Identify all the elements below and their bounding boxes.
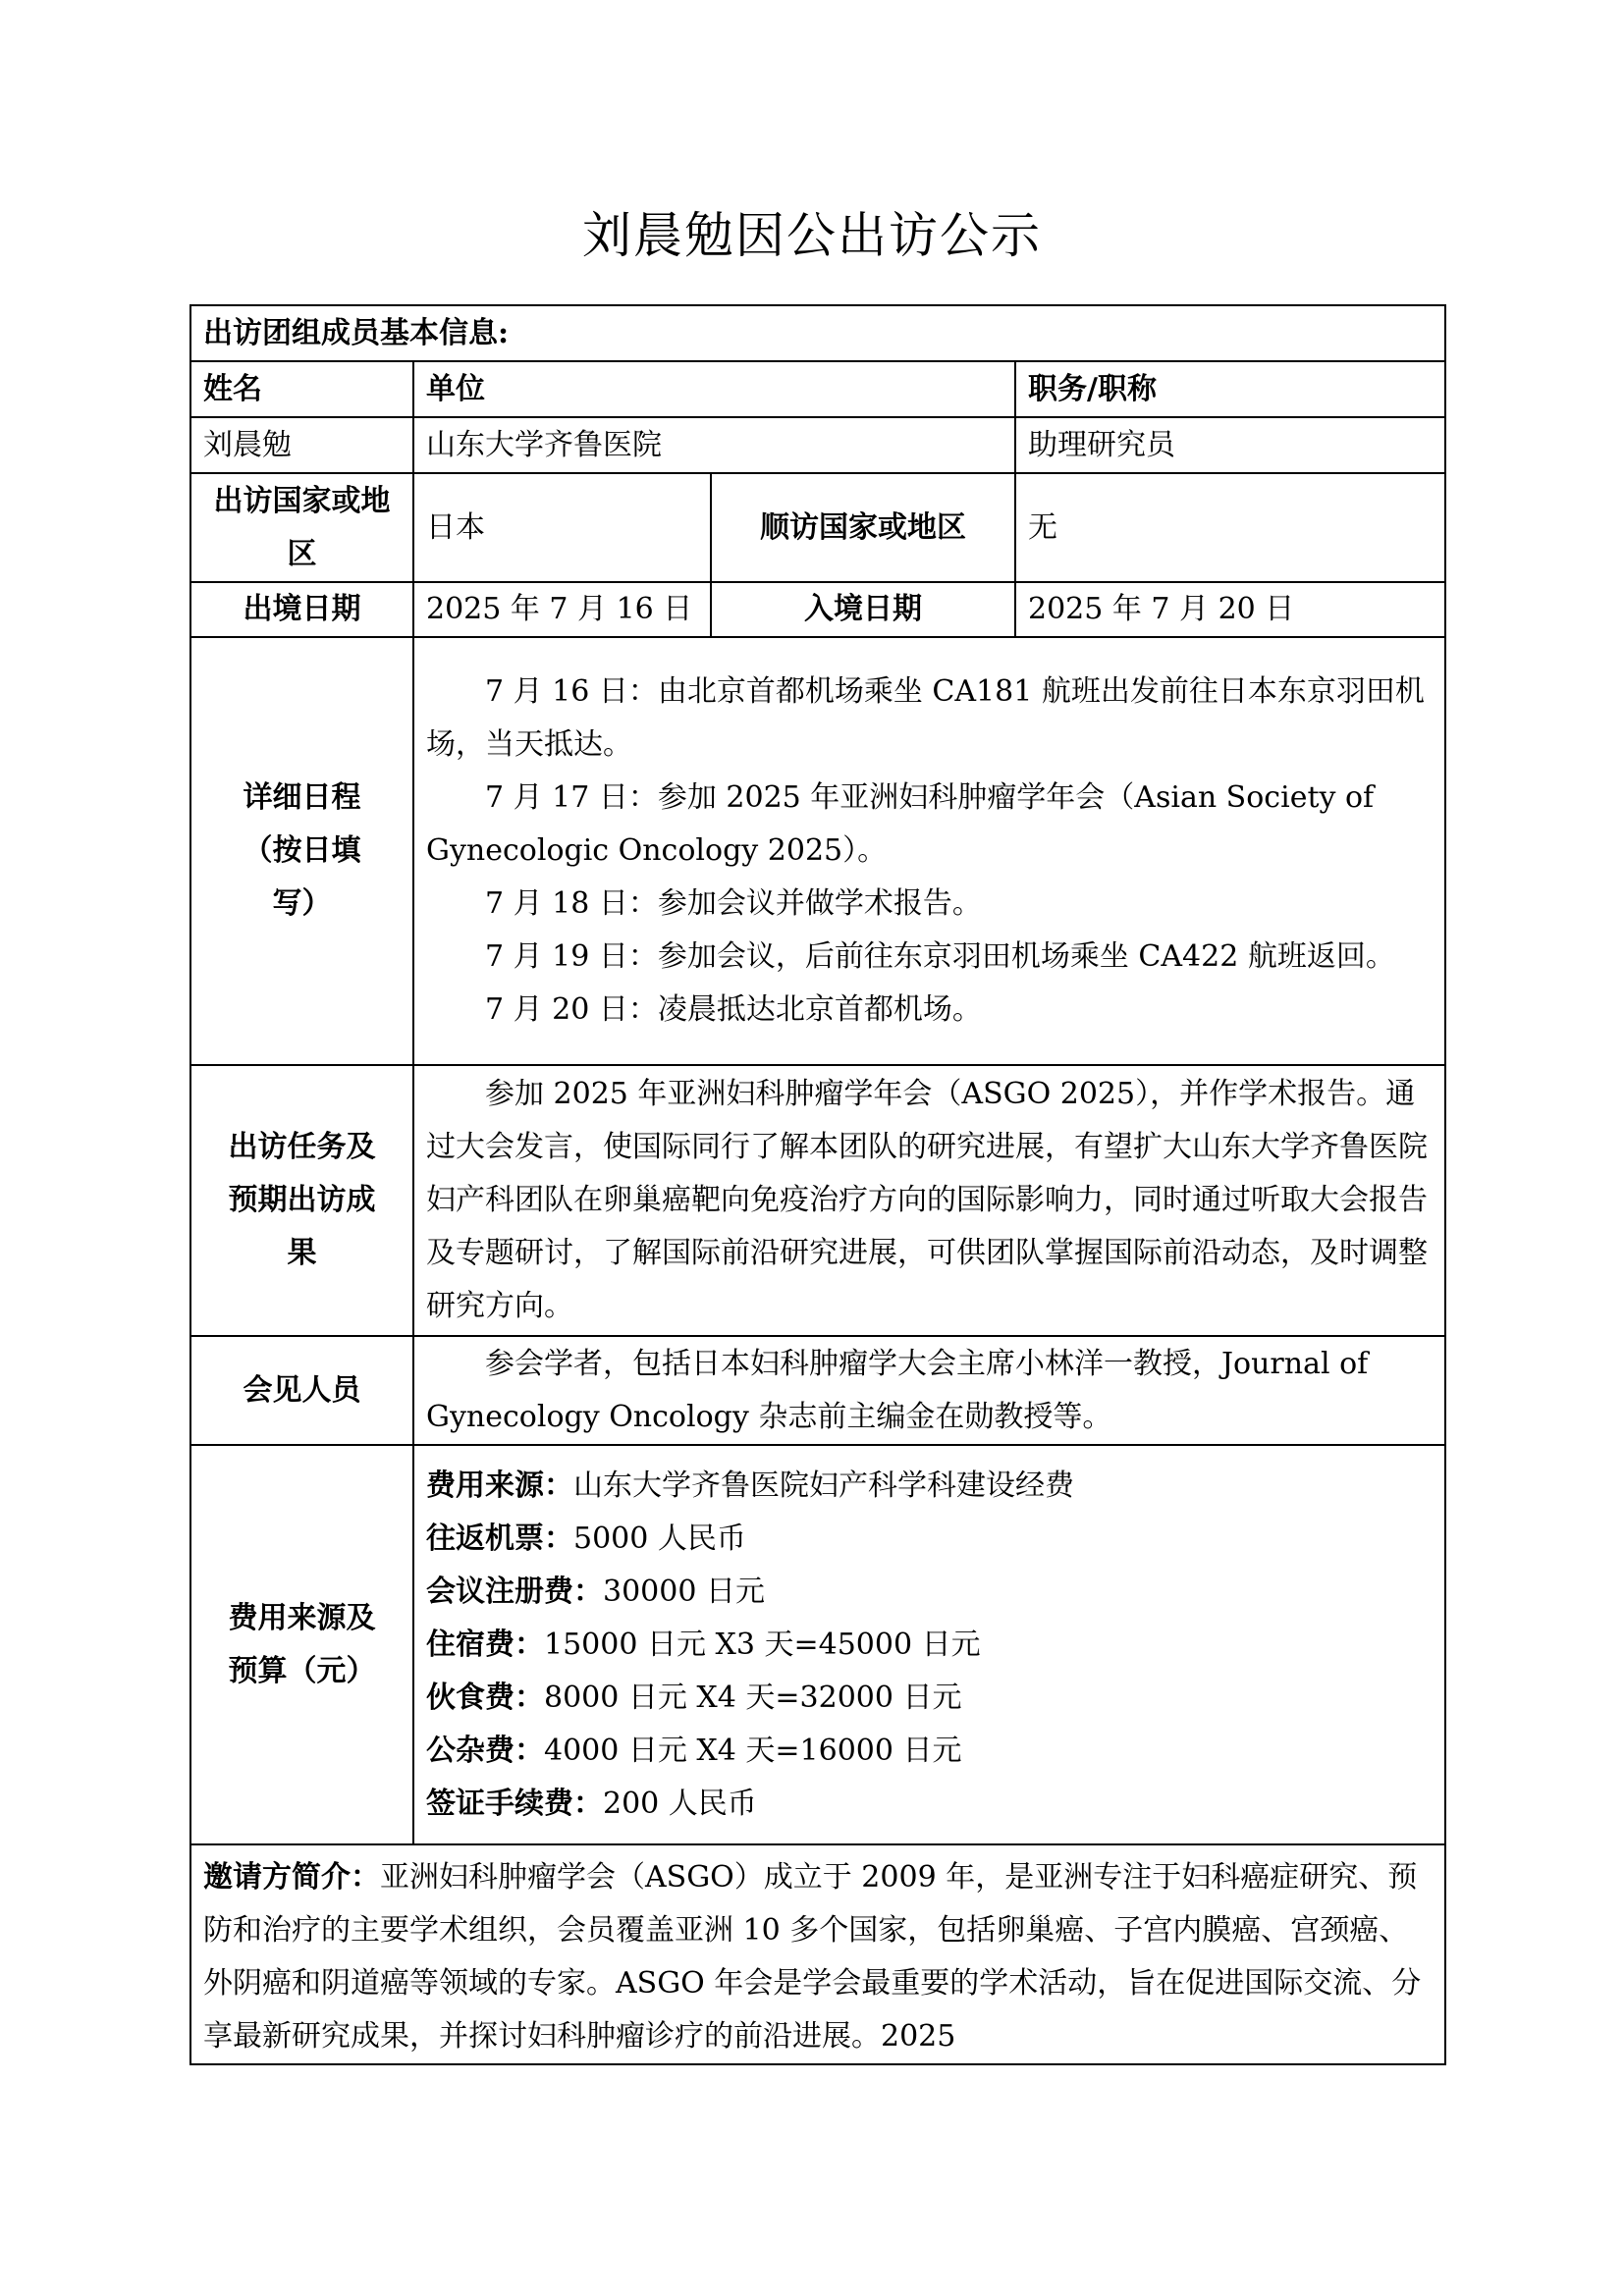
budget-label: 费用来源及预算（元） bbox=[190, 1445, 413, 1844]
budget-item bbox=[426, 1725, 1433, 1778]
budget-item bbox=[426, 1513, 1433, 1566]
mission-label: 出访任务及预期出访成果 bbox=[190, 1065, 413, 1336]
page-title: 刘晨勉因公出访公示 bbox=[582, 207, 1042, 264]
schedule-list bbox=[413, 637, 1445, 1065]
header-position: 职务/职称 bbox=[1015, 361, 1445, 417]
visit-info-table bbox=[189, 304, 1446, 2065]
budget-key: 会议注册费： bbox=[426, 1574, 603, 1609]
entry-date-value: 2025 年 7 月 20 日 bbox=[1015, 582, 1445, 637]
budget-value: 200 人民币 bbox=[603, 1786, 757, 1821]
budget-key: 费用来源： bbox=[426, 1468, 573, 1503]
schedule-item: 7 月 17 日：参加 2025 年亚洲妇科肿瘤学年会（Asian Society of Gynecologic Oncology 2025）。 bbox=[426, 780, 1375, 868]
transit-label: 顺访国家或地区 bbox=[711, 473, 1015, 582]
inviter-label: 邀请方简介： bbox=[203, 1860, 380, 1895]
mission-text: 参加 2025 年亚洲妇科肿瘤学年会（ASGO 2025），并作学术报告。通过大会发言，使国际同行了解本团队的研究进展，有望扩大山东大学齐鲁医院妇产科团队在卵巢癌靶向免疫治疗方向的国际影响力，同时通过听取大会报告及专题研讨，了解国际前沿研究进展，可供团队掌握国际前沿动态，及时调整研究方向。 bbox=[426, 1077, 1428, 1323]
schedule-item: 7 月 19 日：参加会议，后前往东京羽田机场乘坐 CA422 航班返回。 bbox=[485, 939, 1395, 974]
member-position: 助理研究员 bbox=[1015, 417, 1445, 473]
budget-list bbox=[413, 1445, 1445, 1844]
exit-date-value: 2025 年 7 月 16 日 bbox=[413, 582, 711, 637]
schedule-item: 7 月 18 日：参加会议并做学术报告。 bbox=[485, 886, 982, 921]
budget-item bbox=[426, 1460, 1433, 1513]
budget-item bbox=[426, 1672, 1433, 1725]
member-name: 刘晨勉 bbox=[190, 417, 413, 473]
budget-value: 15000 日元 X3 天=45000 日元 bbox=[544, 1627, 981, 1662]
meet-label: 会见人员 bbox=[190, 1336, 413, 1445]
header-unit: 单位 bbox=[413, 361, 1015, 417]
transit-value: 无 bbox=[1015, 473, 1445, 582]
budget-value: 山东大学齐鲁医院妇产科学科建设经费 bbox=[573, 1468, 1074, 1503]
budget-key: 公杂费： bbox=[426, 1733, 544, 1768]
destination-value: 日本 bbox=[413, 473, 711, 582]
budget-key: 签证手续费： bbox=[426, 1786, 603, 1821]
budget-value: 30000 日元 bbox=[603, 1574, 765, 1609]
budget-item bbox=[426, 1566, 1433, 1619]
schedule-label: 详细日程（按日填写） bbox=[190, 637, 413, 1065]
schedule-item: 7 月 16 日：由北京首都机场乘坐 CA181 航班出发前往日本东京羽田机场，当天抵达。 bbox=[426, 674, 1425, 762]
schedule-item: 7 月 20 日：凌晨抵达北京首都机场。 bbox=[485, 992, 982, 1027]
budget-value: 4000 日元 X4 天=16000 日元 bbox=[544, 1733, 962, 1768]
header-name: 姓名 bbox=[190, 361, 413, 417]
section-header: 出访团组成员基本信息: bbox=[190, 305, 1445, 361]
budget-key: 伙食费： bbox=[426, 1680, 544, 1715]
budget-key: 住宿费： bbox=[426, 1627, 544, 1662]
budget-value: 8000 日元 X4 天=32000 日元 bbox=[544, 1680, 962, 1715]
budget-item bbox=[426, 1619, 1433, 1672]
budget-value: 5000 人民币 bbox=[573, 1521, 746, 1556]
budget-key: 往返机票： bbox=[426, 1521, 573, 1556]
exit-date-label: 出境日期 bbox=[190, 582, 413, 637]
member-unit: 山东大学齐鲁医院 bbox=[413, 417, 1015, 473]
budget-item bbox=[426, 1778, 1433, 1831]
entry-date-label: 入境日期 bbox=[711, 582, 1015, 637]
destination-label: 出访国家或地区 bbox=[190, 473, 413, 582]
inviter-text: 亚洲妇科肿瘤学会（ASGO）成立于 2009 年，是亚洲专注于妇科癌症研究、预防和治疗的主要学术组织，会员覆盖亚洲 10 多个国家，包括卵巢癌、子宫内膜癌、宫颈癌、外阴癌和阴道癌等领域的专家。ASGO 年会是学会最重要的学术活动，旨在促进国际交流、分享最新研究成果，并探讨妇科肿瘤诊疗的前沿进展。2025 bbox=[203, 1860, 1422, 2054]
meet-text: 参会学者，包括日本妇科肿瘤学大会主席小林洋一教授，Journal of Gynecology Oncology 杂志前主编金在勋教授等。 bbox=[426, 1346, 1369, 1434]
